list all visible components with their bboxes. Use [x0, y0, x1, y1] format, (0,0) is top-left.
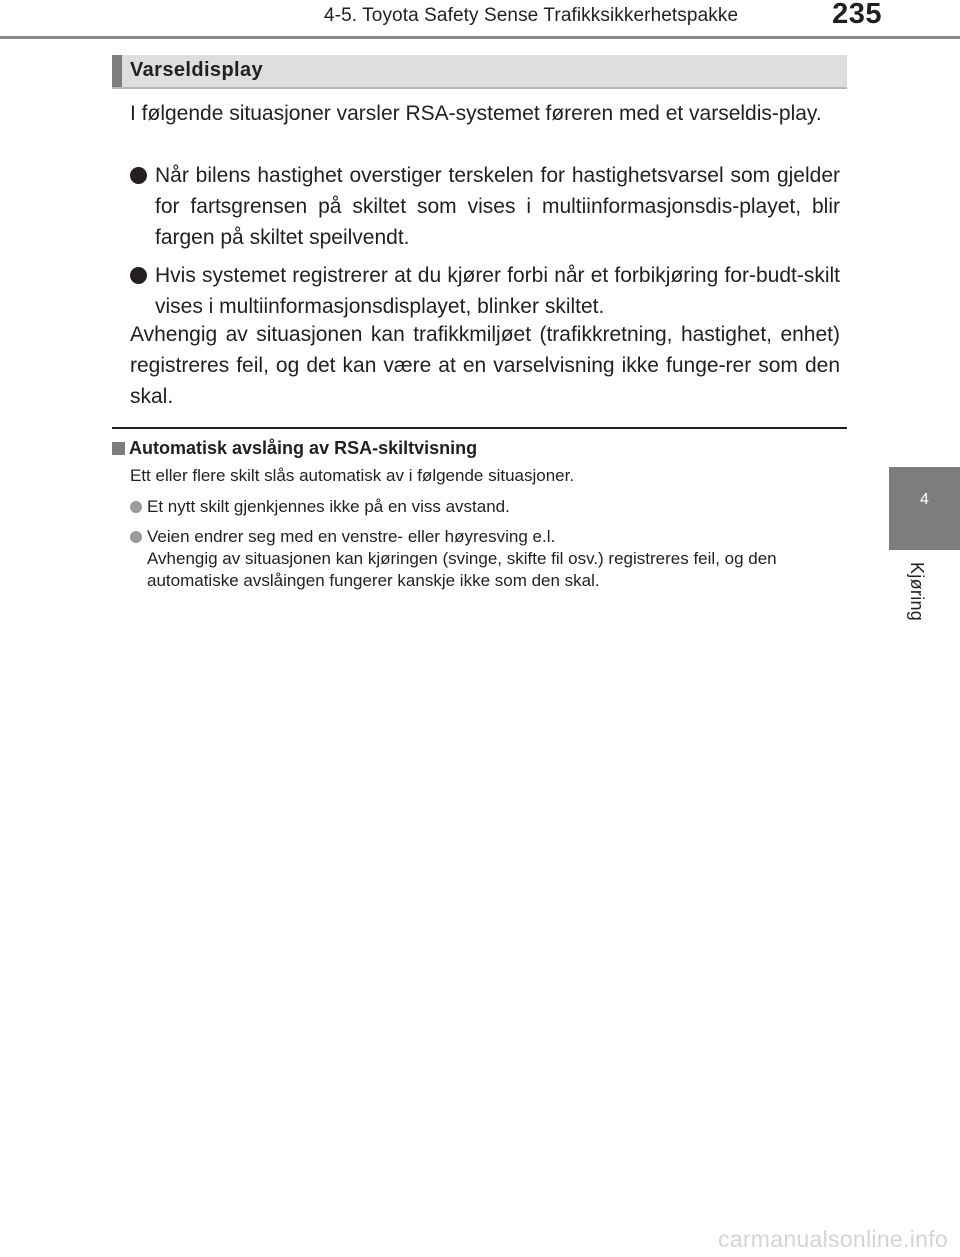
bullet-text: Når bilens hastighet overstiger terskelen for hastighetsvarsel som gjelder for fartsgrensen på skiltet som vises i multiinformasjonsdis-playet, blir fargen på skiltet speilvendt.	[155, 164, 840, 249]
subsection-intro: Ett eller flere skilt slås automatisk av i følgende situasjoner.	[130, 466, 575, 485]
circle-bullet-icon	[130, 531, 142, 543]
section-title: Varseldisplay	[130, 59, 264, 81]
bullet-list	[130, 160, 840, 329]
section-intro: I følgende situasjoner varsler RSA-systemet føreren med et varseldis-play.	[130, 102, 822, 125]
list-item	[130, 160, 840, 253]
watermark: carmanualsonline.info	[717, 1226, 948, 1252]
bullet-icon	[130, 267, 147, 284]
square-bullet-icon	[112, 442, 125, 455]
chapter-tab	[889, 467, 960, 550]
list-item-detail: Avhengig av situasjonen kan kjøringen (svinge, skifte fil osv.) registreres feil, og den automatiske avslåingen fungerer kanskje ikke som den skal.	[147, 549, 777, 590]
subsection-title	[112, 438, 477, 459]
subsection-title-text: Automatisk avslåing av RSA-skiltvisning	[129, 438, 478, 458]
bullet-icon	[130, 167, 147, 184]
list-item-text: Veien endrer seg med en venstre- eller høyresving e.l.	[147, 527, 556, 546]
bullet-text: Hvis systemet registrerer at du kjører forbi når et forbikjøring for-budt-skilt vises i multiinformasjonsdisplayet, blinker skiltet.	[155, 264, 840, 318]
section-header	[112, 55, 847, 89]
list-item	[130, 526, 848, 592]
chapter-label: Kjøring	[907, 562, 927, 622]
header-title: 4-5. Toyota Safety Sense Trafikksikkerhetspakke	[324, 5, 739, 26]
list-item-text: Et nytt skilt gjenkjennes ikke på en viss avstand.	[147, 497, 510, 516]
page-number: 235	[832, 0, 882, 30]
divider	[112, 427, 847, 429]
chapter-number: 4	[920, 491, 929, 508]
subsection-list	[130, 496, 848, 600]
section-bar-icon	[112, 55, 122, 87]
circle-bullet-icon	[130, 501, 142, 513]
section-note: Avhengig av situasjonen kan trafikkmiljøet (trafikkretning, hastighet, enhet) registreres feil, og det kan være at en varselvisning ikke funge-rer som den skal.	[130, 323, 840, 408]
list-item	[130, 260, 840, 322]
list-item	[130, 496, 848, 518]
header-rule	[0, 36, 960, 39]
